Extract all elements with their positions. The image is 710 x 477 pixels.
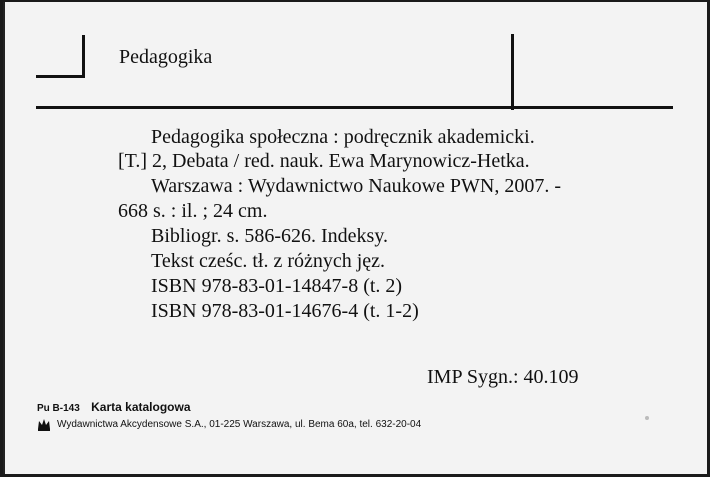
catalog-card	[3, 2, 707, 474]
record-translation-note: Tekst cześc. tł. z różnych jęz.	[151, 250, 386, 272]
form-code: Pu B-143	[37, 403, 80, 414]
corner-mark-vertical	[82, 35, 85, 78]
vertical-rule	[511, 34, 514, 110]
card-type-label: Karta katalogowa	[91, 400, 191, 414]
subject-heading: Pedagogika	[119, 46, 213, 68]
publisher-info: Wydawnictwa Akcydensowe S.A., 01-225 Warszawa, ul. Bema 60a, tel. 632-20-04	[57, 419, 422, 430]
call-number: IMP Sygn.: 40.109	[427, 366, 579, 388]
record-volume: [T.] 2, Debata / red. nauk. Ewa Marynowicz-Hetka.	[118, 150, 530, 172]
publisher-line	[37, 418, 421, 431]
corner-mark-horizontal	[36, 75, 85, 78]
record-isbn-set: ISBN 978-83-01-14676-4 (t. 1-2)	[151, 300, 419, 322]
horizontal-rule	[36, 106, 673, 109]
record-isbn-volume: ISBN 978-83-01-14847-8 (t. 2)	[151, 275, 403, 297]
paper-speck	[645, 416, 649, 420]
record-title: Pedagogika społeczna : podręcznik akademicki.	[151, 126, 535, 148]
crown-logo-icon	[37, 418, 51, 431]
record-imprint: Warszawa : Wydawnictwo Naukowe PWN, 2007. -	[151, 175, 562, 197]
record-extent: 668 s. : il. ; 24 cm.	[118, 200, 268, 222]
record-bibliography-note: Bibliogr. s. 586-626. Indeksy.	[151, 225, 389, 247]
form-code-line	[37, 400, 191, 414]
